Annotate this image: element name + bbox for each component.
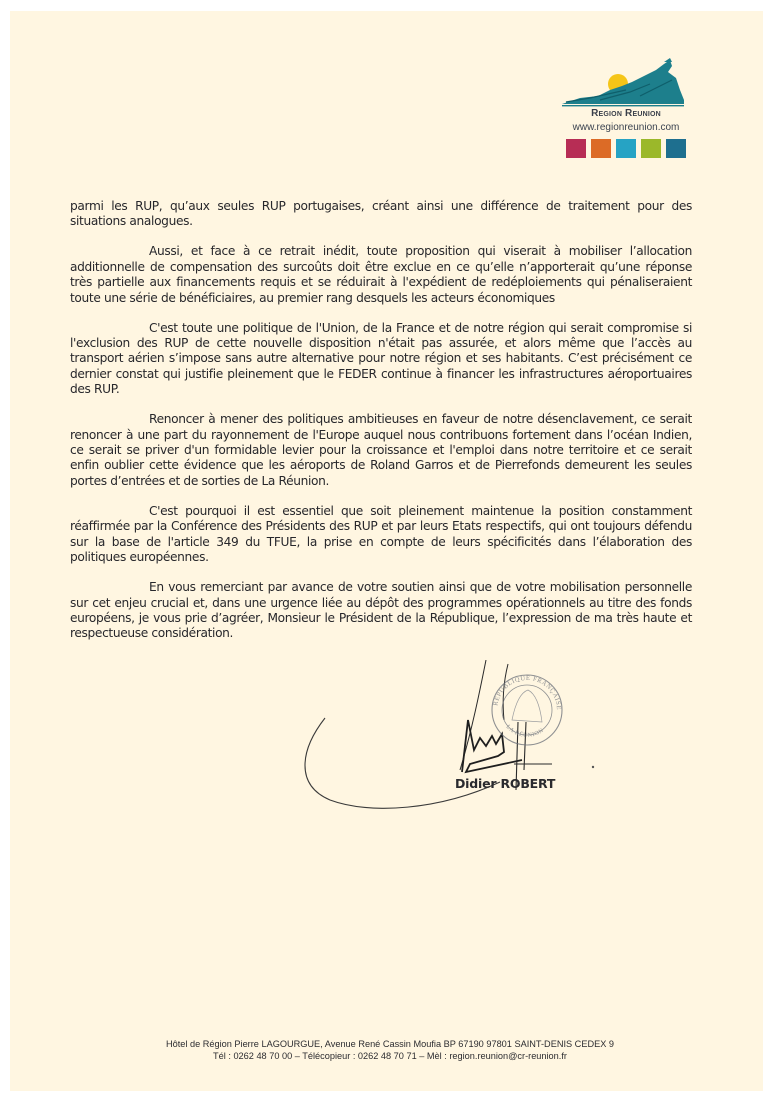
letter-footer: [60, 1039, 720, 1062]
paragraph: C'est toute une politique de l'Union, de la France et de notre région qui serait compromise si l'exclusion des RUP de cette nouvelle disposition n'était pas assurée, et alors même que l’accès au transport aérien s’impose sans autre alternative pour notre région et ses habitants. C’est précisément ce dernier constat qui justifie pleinement que le FEDER continue à financer les infrastructures aéroportuaires des RUP.: [70, 320, 692, 397]
official-stamp-icon: [492, 675, 562, 745]
website-url: www.regionreunion.com: [572, 122, 680, 133]
letter-body: [70, 199, 692, 656]
svg-text:LA RÉUNION: LA RÉUNION: [504, 724, 546, 739]
paragraph: C'est pourquoi il est essentiel que soit pleinement maintenue la position constamment réaffirmée par la Conférence des Présidents des RUP et par leurs Etats respectifs, qui ont toujours défendu sur la base de l'article 349 du TFUE, la prise en compte de leurs spécificités dans l’élaboration des politiques européennes.: [70, 503, 692, 565]
swatch-orange: [591, 139, 611, 158]
footer-contact: Tél : 0262 48 70 00 – Télécopieur : 0262 48 70 71 – Mèl : region.reunion@cr-reunion.fr: [213, 1050, 567, 1061]
mountain-sun-icon: [560, 56, 685, 112]
swatch-lime: [641, 139, 661, 158]
handwritten-signature-icon: [290, 660, 620, 820]
paragraph: Renoncer à mener des politiques ambitieuses en faveur de notre désenclavement, ce serait renoncer à une part du rayonnement de l'Europe auquel nous contribuons fortement dans l’océan Indien, ce serait se priver d'un formidable levier pour la croissance et l'emploi dans notre territoire et ce serait enfin oublier cette évidence que les aéroports de Roland Garros et de Pierrefonds demeurent les seules portes d’entrées et de sorties de La Réunion.: [70, 412, 692, 488]
signature-block: [290, 660, 620, 820]
svg-text:RÉPUBLIQUE FRANÇAISE: RÉPUBLIQUE FRANÇAISE: [492, 674, 563, 711]
swatch-cyan: [616, 139, 636, 158]
organization-name: Region Reunion: [591, 108, 661, 119]
color-swatches: [566, 139, 686, 158]
region-reunion-logo: [552, 50, 702, 168]
paragraph: parmi les RUP, qu’aux seules RUP portugaises, créant ainsi une différence de traitement pour des situations analogues.: [70, 199, 692, 229]
swatch-teal: [666, 139, 686, 158]
paragraph: Aussi, et face à ce retrait inédit, toute proposition qui viserait à mobiliser l’allocation additionnelle de compensation des surcoûts doit être exclue en ce qu’elle n’apporterait qu’une réponse très partielle aux financements requis et se réduirait à l'expédient de redéploiements qui pénaliseraient toute une série de bénéficiaires, au premier rang desquels les acteurs économiques: [70, 244, 692, 305]
paragraph: En vous remerciant par avance de votre soutien ainsi que de votre mobilisation personnelle sur cet enjeu crucial et, dans une urgence liée au dépôt des programmes opérationnels au titre des fonds européens, je vous prie d’agréer, Monsieur le Président de la République, l’expression de ma très haute et respectueuse considération.: [70, 580, 692, 641]
signer-name: Didier ROBERT: [455, 776, 556, 791]
swatch-crimson: [566, 139, 586, 158]
footer-address: Hôtel de Région Pierre LAGOURGUE, Avenue René Cassin Moufia BP 67190 97801 SAINT-DENIS CEDEX 9: [165, 1039, 615, 1049]
